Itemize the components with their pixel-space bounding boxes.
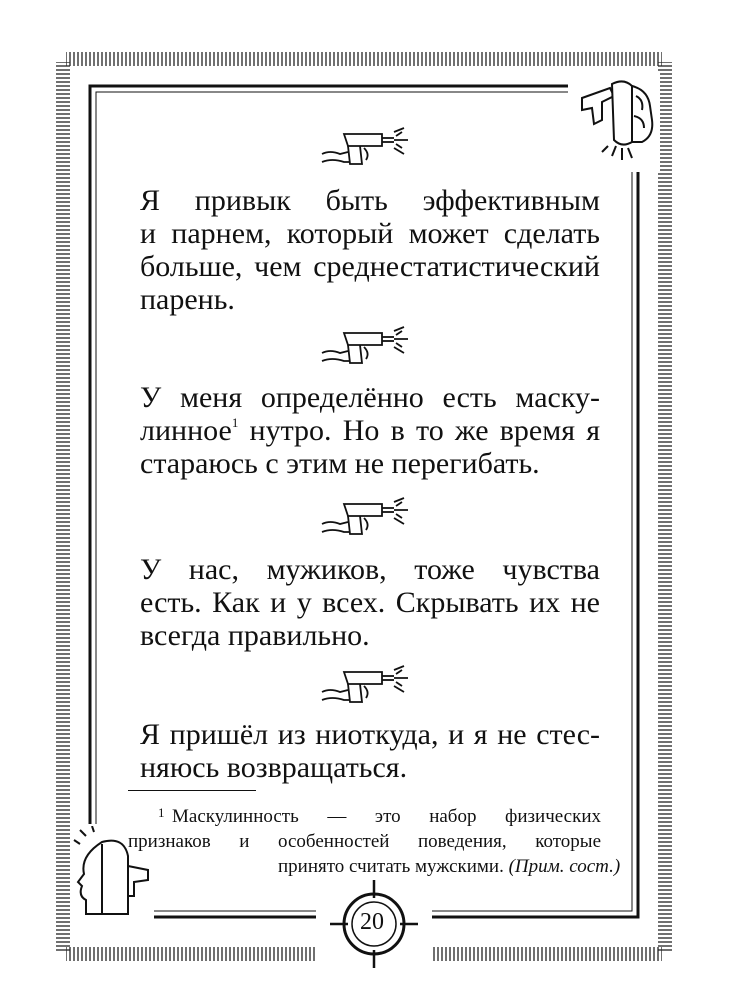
paragraph-line: У нас, мужиков, тоже чувства: [140, 553, 600, 586]
footnote: [128, 804, 621, 879]
footnote-divider: [128, 790, 256, 791]
paragraph-line: и парнем, который может сделать: [140, 217, 600, 250]
paragraph-line: парень.: [140, 283, 235, 316]
paragraph-word: линное: [140, 414, 232, 447]
paragraph-line: есть. Как и у всех. Скрывать их не: [140, 586, 600, 619]
paragraph-line: Я пришёл из ниоткуда, и я не стес-: [140, 718, 600, 751]
paragraph-line: стараюсь с этим не перегибать.: [140, 447, 540, 480]
handgun-ornament-3: [318, 496, 410, 542]
handgun-ornament-2: [318, 325, 410, 371]
paragraph-line: Я привык быть эффективным: [140, 184, 600, 217]
handgun-ornament-1: [318, 126, 410, 172]
paragraph-line: У меня определённо есть маску-: [140, 381, 600, 414]
footnote-line: [128, 854, 621, 879]
footnote-reference[interactable]: 1: [231, 415, 239, 430]
hand-holding-gun-icon: [572, 76, 660, 168]
footnote-text: принято считать мужскими.: [278, 856, 509, 877]
page-number: 20: [360, 909, 384, 935]
footnote-text: Маскулинность — это набор физических: [172, 806, 601, 827]
footnote-line: [128, 804, 601, 829]
compiler-note: (Прим. сост.): [508, 856, 621, 877]
paragraph-3: [140, 553, 600, 652]
footnote-marker: 1: [158, 805, 165, 820]
paragraph-line: больше, чем среднестатистический: [140, 250, 600, 283]
paragraph-line: [140, 414, 600, 447]
paragraph-fragment: нутро. Но в то же время я: [238, 414, 600, 447]
paragraph-line: няюсь возвращаться.: [140, 751, 408, 784]
footnote-line: признаков и особенностей поведения, которые: [128, 831, 601, 852]
paragraph-line: всегда правильно.: [140, 619, 370, 652]
paragraph-2: [140, 381, 600, 480]
handgun-ornament-4: [318, 664, 410, 710]
paragraph-4: [140, 718, 600, 784]
paragraph-1: [140, 184, 600, 316]
